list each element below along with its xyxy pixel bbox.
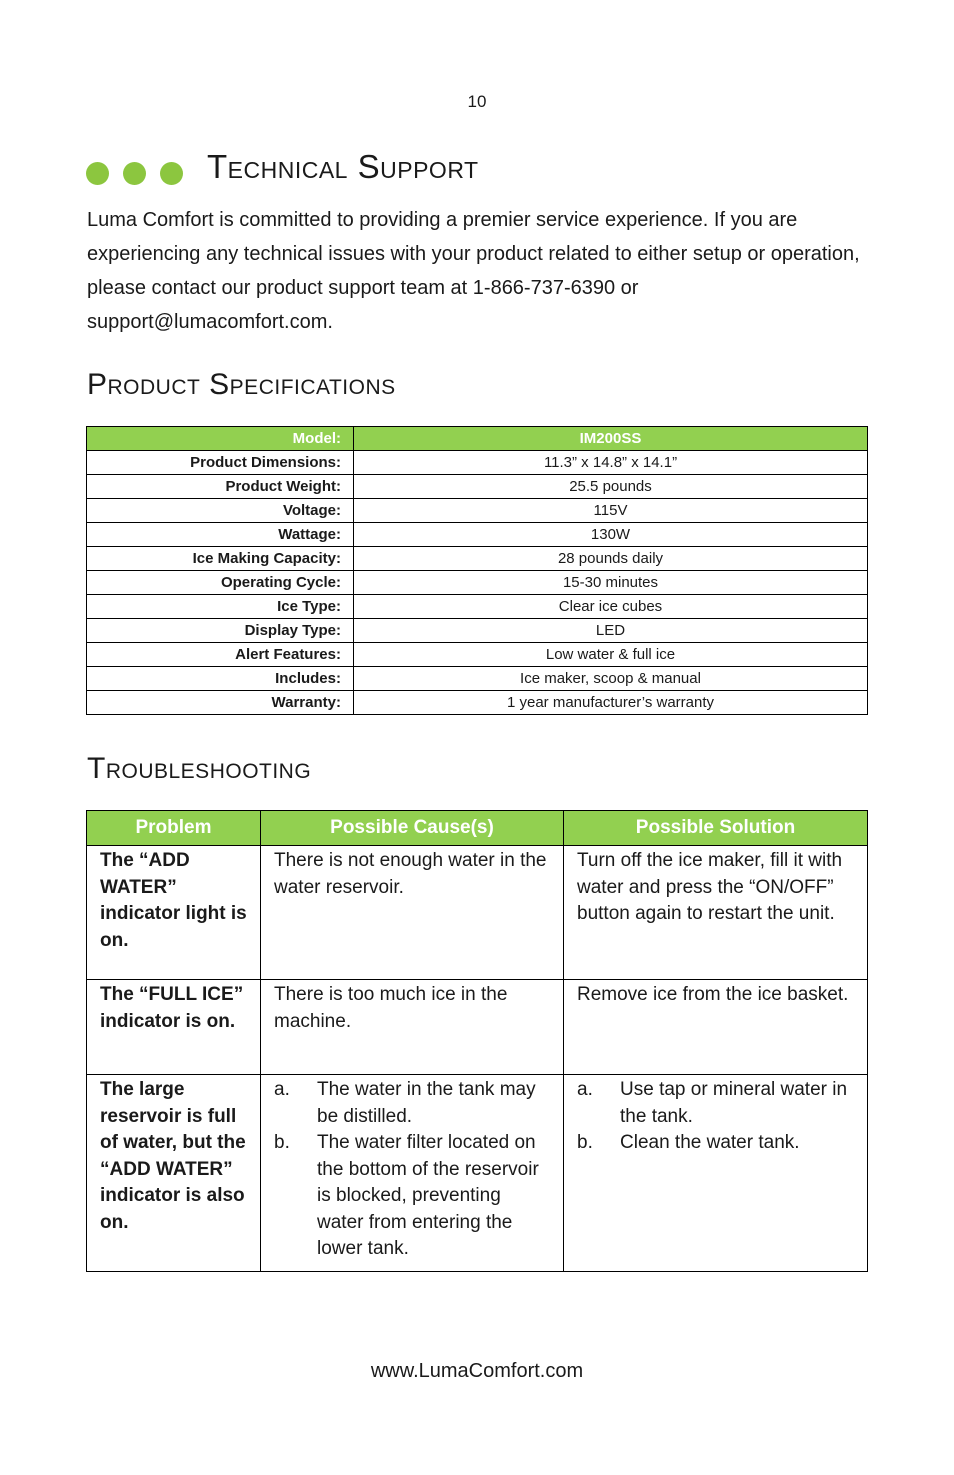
spec-value: 130W xyxy=(354,523,868,547)
spec-row xyxy=(87,547,868,571)
troubleshooting-header-row xyxy=(87,811,868,846)
spec-row xyxy=(87,643,868,667)
spec-value: LED xyxy=(354,619,868,643)
spec-label: Warranty: xyxy=(87,691,354,715)
spec-header-row xyxy=(87,427,868,451)
table-row xyxy=(87,980,868,1075)
green-dot-icon xyxy=(86,162,109,185)
solution-cell xyxy=(564,1075,868,1272)
solution-cell: Remove ice from the ice basket. xyxy=(564,980,868,1075)
spec-label: Product Dimensions: xyxy=(87,451,354,475)
list-marker: a. xyxy=(274,1079,290,1100)
list-marker: b. xyxy=(274,1132,290,1153)
technical-support-heading: Technical Support xyxy=(207,148,479,185)
spec-row xyxy=(87,691,868,715)
spec-label: Model: xyxy=(87,427,354,451)
column-header-solution: Possible Solution xyxy=(564,811,868,846)
problem-cell: The “FULL ICE” indicator is on. xyxy=(87,980,261,1075)
list-item xyxy=(577,1077,855,1130)
spec-row xyxy=(87,523,868,547)
solution-cell: Turn off the ice maker, fill it with water and press the “ON/OFF” button again to restart the unit. xyxy=(564,846,868,980)
problem-cell: The “ADD WATER” indicator light is on. xyxy=(87,846,261,980)
footer-url: www.LumaComfort.com xyxy=(370,1360,584,1382)
spec-row xyxy=(87,571,868,595)
spec-value: 15-30 minutes xyxy=(354,571,868,595)
spec-value: IM200SS xyxy=(354,427,868,451)
spec-value: 28 pounds daily xyxy=(354,547,868,571)
spec-value: 25.5 pounds xyxy=(354,475,868,499)
troubleshooting-heading: Troubleshooting xyxy=(87,752,312,785)
cause-cell: There is not enough water in the water reservoir. xyxy=(261,846,564,980)
product-specifications-heading: Product Specifications xyxy=(87,368,396,401)
spec-label: Product Weight: xyxy=(87,475,354,499)
spec-label: Ice Type: xyxy=(87,595,354,619)
specifications-table xyxy=(86,426,868,715)
list-item-text: Use tap or mineral water in the tank. xyxy=(620,1079,848,1127)
list-item-text: The water filter located on the bottom of the reservoir is blocked, preventing water from entering the lower tank. xyxy=(317,1132,539,1259)
list-item xyxy=(274,1130,551,1263)
spec-row xyxy=(87,451,868,475)
spec-row xyxy=(87,475,868,499)
list-item xyxy=(274,1077,551,1130)
green-dot-icon xyxy=(160,162,183,185)
cause-cell: There is too much ice in the machine. xyxy=(261,980,564,1075)
spec-label: Voltage: xyxy=(87,499,354,523)
decorative-dots xyxy=(86,162,183,185)
troubleshooting-table xyxy=(86,810,868,1272)
spec-value: 115V xyxy=(354,499,868,523)
spec-row xyxy=(87,595,868,619)
list-marker: a. xyxy=(577,1079,593,1100)
table-row xyxy=(87,846,868,980)
spec-label: Operating Cycle: xyxy=(87,571,354,595)
column-header-problem: Problem xyxy=(87,811,261,846)
spec-label: Alert Features: xyxy=(87,643,354,667)
cause-cell xyxy=(261,1075,564,1272)
page-number: 10 xyxy=(467,92,487,111)
spec-label: Ice Making Capacity: xyxy=(87,547,354,571)
spec-label: Wattage: xyxy=(87,523,354,547)
table-row xyxy=(87,1075,868,1272)
spec-value: Clear ice cubes xyxy=(354,595,868,619)
list-item xyxy=(577,1130,855,1157)
technical-support-body: Luma Comfort is committed to providing a premier service experience. If you are experiencing any technical issues with your product related to either setup or operation, please contact our product support team at 1-866-737-6390 or support@lumacomfort.com. xyxy=(87,209,860,333)
list-marker: b. xyxy=(577,1132,593,1153)
spec-value: 1 year manufacturer’s warranty xyxy=(354,691,868,715)
spec-value: Ice maker, scoop & manual xyxy=(354,667,868,691)
spec-row xyxy=(87,619,868,643)
spec-value: 11.3” x 14.8” x 14.1” xyxy=(354,451,868,475)
green-dot-icon xyxy=(123,162,146,185)
problem-cell: The large reservoir is full of water, but the “ADD WATER” indicator is also on. xyxy=(87,1075,261,1272)
spec-row xyxy=(87,499,868,523)
spec-label: Includes: xyxy=(87,667,354,691)
column-header-cause: Possible Cause(s) xyxy=(261,811,564,846)
spec-row xyxy=(87,667,868,691)
list-item-text: Clean the water tank. xyxy=(620,1132,800,1153)
spec-label: Display Type: xyxy=(87,619,354,643)
list-item-text: The water in the tank may be distilled. xyxy=(317,1079,536,1127)
spec-value: Low water & full ice xyxy=(354,643,868,667)
cause-list xyxy=(274,1077,551,1263)
solution-list xyxy=(577,1077,855,1157)
